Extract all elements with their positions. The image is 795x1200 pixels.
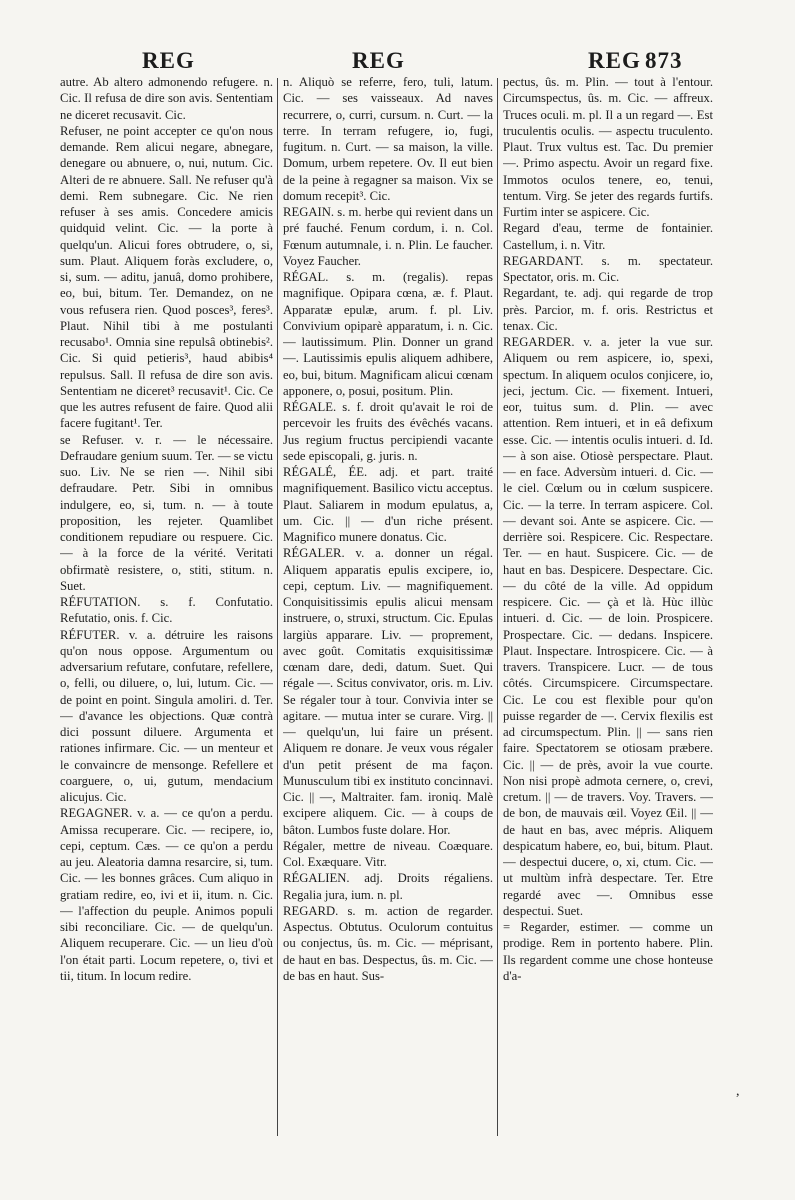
entry-paragraph: = Regarder, estimer. — comme un prodige. Rem in portento habere. Plin. Ils regardent comme une chose honteuse d'a-: [503, 920, 713, 983]
entry-paragraph: REGAIN. s. m. herbe qui revient dans un pré fauché. Fenum cordum, i. n. Col. Fœnum autumnale, i. n. Plin. Le faucher. Voyez Faucher.: [283, 205, 493, 268]
column-divider: [277, 78, 278, 1136]
entry-paragraph: REGARDANT. s. m. spectateur. Spectator, oris. m. Cic.: [503, 253, 713, 284]
entry-paragraph: autre. Ab altero admonendo refugere. n. Cic. Il refusa de dire son avis. Sententiam ne diceret recusavit. Cic.: [60, 75, 273, 122]
entry-paragraph: REGARD. s. m. action de regarder. Aspectus. Obtutus. Oculorum contuitus ou conjectus, ûs. m. Cic. — méprisant, de haut en bas. Despectus, ûs. m. Cic. — de bas en haut. Sus-: [283, 903, 493, 983]
entry-paragraph: RÉGAL. s. m. (regalis). repas magnifique. Opipara cœna, æ. f. Plaut. Apparatæ epulæ, arum. f. pl. Liv. Convivium opiparè apparatum, i. n. Cic. — lautissimum. Plin. Donner un grand —. Lautissimis epulis aliquem adhibere, eo, bui, bitum. Magnificam alicui cœnam apponere, o, posui, positum. Plin.: [283, 270, 493, 398]
middle-guide-word: REG: [352, 48, 405, 73]
column-middle: [283, 74, 493, 1136]
right-guide-word: REG: [588, 48, 641, 73]
entry-paragraph: RÉGALER. v. a. donner un régal. Aliquem apparatis epulis excipere, io, cepi, ceptum. Liv. — magnifiquement. Conquisitissimis epulis alicui mensam instruere, o, struxi, structum. Cic. Epulas largiùs apparare. Liv. — proprement, avec goût. Comitatis exquisitissimæ cœnam dare, dedi, datum. Suet. Qui régale —. Scitus convivator, oris. m. Liv. Se régaler tour à tour. Convivia inter se agitare. — mutua inter se curare. Virg. || — quelqu'un, lui faire un présent. Aliquem re donare. Je veux vous régaler d'un petit présent de ma façon. Munusculum tibi ex instituto concinnavi. Cic. || —, Maltraiter. fam. ironiq. Malè excipere aliquem. Cic. — à coups de bâton. Lumbos fuste dolare. Hor.: [283, 546, 493, 837]
column-divider: [497, 78, 498, 1136]
entry-paragraph: Régaler, mettre de niveau. Coæquare. Col. Exæquare. Vitr.: [283, 838, 493, 869]
column-left: [60, 74, 273, 1136]
entry-paragraph: RÉFUTATION. s. f. Confutatio. Refutatio, onis. f. Cic.: [60, 595, 273, 626]
entry-paragraph: RÉFUTER. v. a. détruire les raisons qu'on nous oppose. Argumentum ou adversarium refutare, confutare, refellere, o, felli, ou diluere, o, lui, lutum. Cic. — de point en point. Singula amoliri. d. Ter. — d'avance les objections. Quæ contrà dici possunt diluere. Argumenta et rationes infirmare. Cic. — un menteur et le convaincre de mensonge. Refellere et coarguere, o, ui, gutum, mendacium alicujus. Cic.: [60, 627, 273, 804]
entry-paragraph: se Refuser. v. r. — le nécessaire. Defraudare genium suum. Ter. — se victu suo. Liv. Ne se rien —. Nihil sibi defraudare. Petr. Sibi in omnibus indulgere, eo, si, tum. n. — à toute proposition, les rejeter. Quamlibet conditionem repudiare ou respuere. Cic. — à la force de la vérité. Veritati obfirmatè resistere, o, stiti, stitum. n. Suet.: [60, 432, 273, 593]
left-guide-word: REG: [142, 48, 195, 73]
entry-paragraph: Regard d'eau, terme de fontainier. Castellum, i. n. Vitr.: [503, 221, 713, 252]
entry-paragraph: RÉGALE. s. f. droit qu'avait le roi de percevoir les fruits des évêchés vacans. Jus regium fructus percipiendi vacante sede episcopali, g. juris. n.: [283, 400, 493, 463]
entry-paragraph: REGARDER. v. a. jeter la vue sur. Aliquem ou rem aspicere, io, spexi, spectum. In aliquem oculos conjicere, io, jeci, jectum. Cic. — fixement. Intueri, eor, tuitus sum. d. Plin. — avec attention. Rem intueri, et in eâ defixum esse. Cic. — intentis oculis intueri. d. Id. — à son aise. Otiosè perspectare. Plaut. — en face. Adversùm intueri. d. Cic. — le ciel. Cœlum ou in cœlum suspicere. Cic. — la terre. In terram aspicere. Col. — devant soi. Ante se aspicere. Cic. — derrière soi. Respicere. Cic. Respectare. Ter. — en haut. Suspicere. Cic. — de haut en bas. Despicere. Despectare. Cic. — du côté de la ville. Ad oppidum respicere. Cic. — çà et là. Hùc illùc intueri. d. Cic. — de loin. Prospicere. Prospectare. Cic. — dedans. Inspicere. Plaut. Inspectare. Introspicere. Cic. — à travers. Transpicere. Lucr. — de tous côtés. Circumspicere. Circumspectare. Cic. Le cou est flexible pour qu'on puisse regarder de —. Cervix flexilis est ad circumspectum. Plin. || — sans rien faire. Spectatorem se otiosam præbere. Cic. || — de près, avoir la vue courte. Non nisi propè admota cernere, o, crevi, cretum. || — de travers. Voy. Travers. — de bon, de mauvais œil. Voyez Œil. || — de haut en bas, avec mépris. Aliquem despicatum habere, eo, bui, bitum. Plaut. — despectui ducere, o, xi, ctum. Cic. — ut multùm infrà despectare. Ter. Etre regardé avec —. Omnibus esse despectui. Suet.: [503, 335, 713, 918]
page-number: 873: [645, 48, 683, 73]
entry-paragraph: REGAGNER. v. a. — ce qu'on a perdu. Amissa recuperare. Cic. — recipere, io, cepi, ceptum. Cæs. — ce qu'on a perdu au jeu. Aleatoria damna resarcire, si, tum. Cic. — les bonnes grâces. Cum aliquo in gratiam redire, eo, ivi et ii, itum. n. Cic. — l'affection du peuple. Animos populi sibi reconciliare. Cic. — de quelqu'un. Aliquem recuperare. Cic. — un lieu d'où l'on était parti. Locum repetere, o, tivi et tii, titum. In locum redire.: [60, 806, 273, 983]
entry-paragraph: RÉGALIEN. adj. Droits régaliens. Regalia jura, ium. n. pl.: [283, 871, 493, 902]
entry-paragraph: n. Aliquò se referre, fero, tuli, latum. Cic. — ses vaisseaux. Ad naves recurrere, o, curri, cursum. n. Curt. — la terre. In terram refugere, io, fugi, fugitum. n. Curt. — sa maison, la ville. Domum, urbem repetere. Ov. Il eut bien de la peine à regagner sa maison. Vix se domum recepit³. Cic.: [283, 75, 493, 203]
entry-paragraph: RÉGALÉ, ÉE. adj. et part. traité magnifiquement. Basilico victu acceptus. Plaut. Saliarem in modum epulatus, a, um. Cic. || — d'un riche présent. Magnifico munere donatus. Cic.: [283, 465, 493, 544]
entry-paragraph: Regardant, te. adj. qui regarde de trop près. Parcior, m. f. oris. Restrictus et tenax. Cic.: [503, 286, 713, 333]
entry-paragraph: pectus, ûs. m. Plin. — tout à l'entour. Circumspectus, ûs. m. Cic. — affreux. Truces oculi. m. pl. Il a un regard —. Est truculentis oculis. — aspectu truculento. Plaut. Trux vultus est. Tac. Du premier —. Primo aspectu. Avoir un regard fixe. Immotos oculos tenere, eo, tenui, tentum. Virg. Se jeter des regards furtifs. Furtim inter se aspicere. Cic.: [503, 75, 713, 219]
entry-paragraph: Refuser, ne point accepter ce qu'on nous demande. Rem alicui negare, abnegare, denegare ou abnuere, o, nui, nutum. Cic. Alteri de re abnuere. Sall. Ne refuser qu'à demi. Rem subnegare. Cic. Ne rien refuser à ses amis. Concedere amicis quidquid velint. Cic. — la porte à quelqu'un. Alicui fores obtrudere, o, si, sum. Plaut. Aliquem foràs excludere, o, si, sum. — aditu, januâ, domo prohibere, eo, bui, bitum. Ter. Demandez, on ne vous refusera rien. Quod posces³, feres³. Plaut. Nihil tibi à me postulanti recusabo¹. Omnia sine repulsâ obtinebis². Cic. Si quid petieris³, haud abibis⁴ repulsus. Sall. Il refusa de dire son avis. Sententiam ne diceret³ recusavit¹. Cic. Ce que les autres refusent de faire. Quod alii facere fugitant¹. Ter.: [60, 123, 273, 431]
column-right: [503, 74, 713, 1136]
ink-mark: ,: [736, 1084, 740, 1099]
